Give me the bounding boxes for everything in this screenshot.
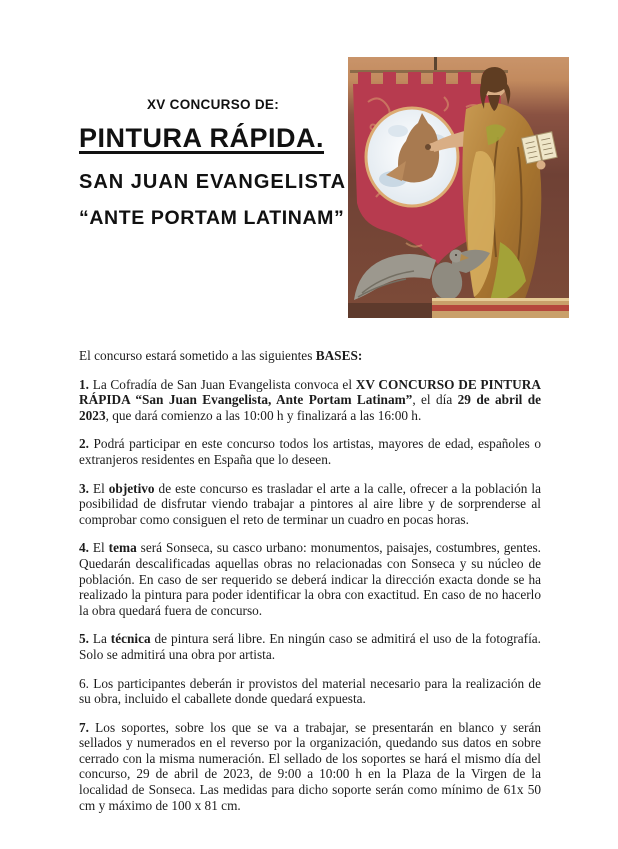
body-paragraph: 1. La Cofradía de San Juan Evangelista convoca el XV CONCURSO DE PINTURA RÁPIDA “San Juan Evangelista, Ante Portam Latinam”, el día 29 de abril de 2023, que dará comienzo a las 10:00 h y finalizará a las 16:00 h. (79, 376, 542, 423)
document-body (79, 348, 541, 826)
body-paragraph: 4. El tema será Sonseca, su casco urbano: monumentos, paisajes, costumbres, gentes. Quedarán descalificadas aquellas obras no relacionadas con Sonseca y su núcleo de población. En caso de ser requerido se deberá indicar la dirección exacta donde se ha realizado la pintura para poder identificar la obra con exactitud. En caso de no hacerlo la obra quedará fuera de concurso. (79, 540, 542, 618)
statue-photo (348, 57, 569, 318)
contest-title: PINTURA RÁPIDA. (79, 123, 325, 153)
body-paragraph: 6. Los participantes deberán ir provistos del material necesario para la realización de su obra, incluido el caballete donde quedará expuesta. (79, 675, 541, 707)
statue-photo-illustration (348, 57, 569, 318)
contest-subtitle-2: “ANTE PORTAM LATINAM” (79, 207, 345, 229)
body-paragraph: El concurso estará sometido a las siguientes BASES: (79, 348, 363, 363)
contest-kicker: XV CONCURSO DE: (146, 97, 279, 112)
body-paragraph: 7. Los soportes, sobre los que se va a trabajar, se presentarán en blanco y serán sellados y numerados en el reverso por la organización, quedando sus datos en sobre cerrado con la misma numeración. El sellado de los soportes se hará el mismo día del concurso, 29 de abril de 2023, de 9:00 a 10:00 h en la Plaza de la Virgen de la localidad de Sonseca. Las medidas para dicho soporte serán como mínimo de 61x 50 cm y máximo de 100 x 81 cm. (79, 719, 541, 813)
body-paragraph: 5. La técnica de pintura será libre. En ningún caso se admitirá el uso de la fotografía. Solo se admitirá una obra por artista. (79, 631, 541, 662)
body-paragraph: 3. El objetivo de este concurso es trasladar el arte a la calle, ofrecer a la población la posibilidad de disfrutar viendo trabajar a pintores al aire libre y de sorprenderse al comprobar como consiguen el reto de terminar un cuadro en pocas horas. (79, 480, 542, 527)
body-paragraph: 2. Podrá participar en este concurso todos los artistas, mayores de edad, españoles o extranjeros residentes en España que lo deseen. (79, 436, 541, 467)
photo-medallion (366, 108, 458, 206)
contest-subtitle-1: SAN JUAN EVANGELISTA (79, 171, 347, 193)
